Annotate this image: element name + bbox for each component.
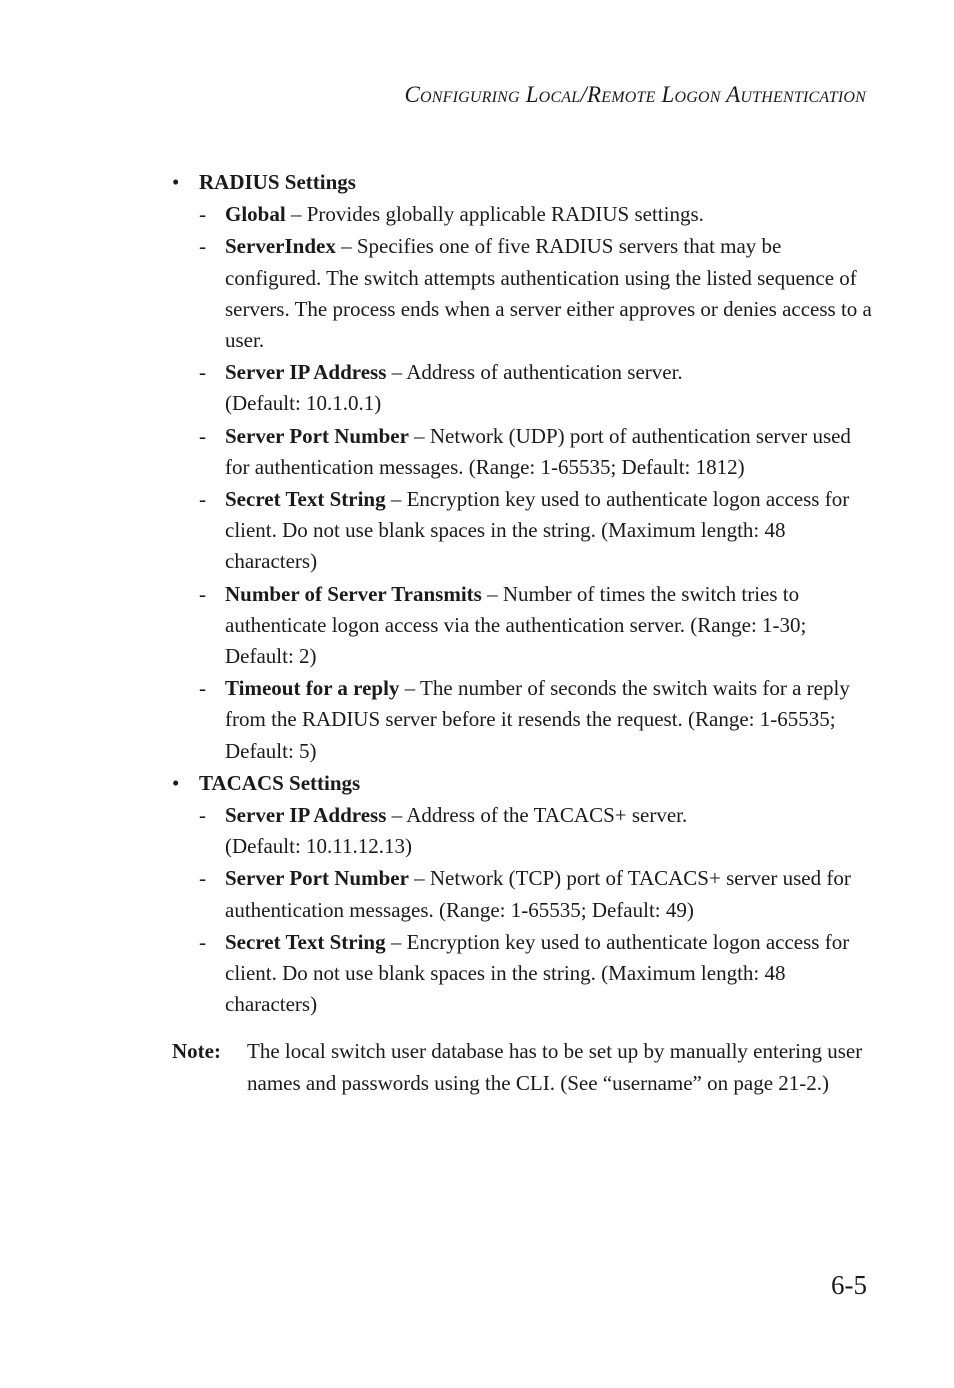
item-description: – Encryption key used to authenticate logon access for client. Do not use blank spaces in the string. (Maximum length: 48 characters) — [225, 487, 850, 574]
item-description: – Address of the TACACS+ server. — [386, 803, 688, 828]
list-item — [172, 800, 872, 862]
page-content — [172, 166, 872, 1099]
dash-marker: - — [199, 202, 206, 227]
running-header: Configuring Local/Remote Logon Authentication — [404, 82, 866, 107]
item-description: – Encryption key used to authenticate logon access for client. Do not use blank spaces in the string. (Maximum length: 48 characters) — [225, 929, 850, 1017]
list-item — [172, 484, 872, 578]
page-number: 6-5 — [831, 1270, 867, 1300]
item-term: Server Port Number — [225, 423, 409, 448]
item-description: – The number of seconds the switch waits for a reply from the RADIUS server before it resends the request. (Range: 1-65535; Default: 5) — [225, 676, 850, 763]
item-term: Server IP Address — [225, 803, 387, 828]
item-term: Secret Text String — [225, 487, 386, 512]
list-item — [172, 199, 872, 230]
item-default: (Default: 10.11.12.13) — [225, 834, 413, 859]
section-heading-radius — [172, 167, 872, 198]
dash-marker: - — [199, 676, 206, 701]
list-item — [172, 421, 872, 483]
dash-marker: - — [199, 360, 206, 385]
list-item — [172, 579, 872, 673]
item-description: – Number of times the switch tries to authenticate logon access via the authentication server. (Range: 1-30; Default: 2) — [225, 581, 807, 669]
list-item — [172, 357, 872, 419]
dash-marker: - — [199, 487, 206, 512]
item-description: – Network (TCP) port of TACACS+ server used for authentication messages. (Range: 1-65535; Default: 49) — [225, 866, 851, 922]
bullet-icon: • — [172, 770, 180, 795]
item-term: Number of Server Transmits — [225, 581, 482, 606]
dash-marker: - — [199, 866, 206, 891]
item-term: Server Port Number — [225, 866, 409, 891]
note-label: Note: — [172, 1039, 221, 1064]
item-default: (Default: 10.1.0.1) — [225, 391, 382, 416]
list-item — [172, 927, 872, 1021]
item-term: Timeout for a reply — [225, 676, 400, 701]
dash-marker: - — [199, 581, 206, 606]
list-item — [172, 231, 872, 356]
item-term: ServerIndex — [225, 234, 336, 259]
item-description: – Address of authentication server. — [386, 360, 683, 385]
item-description: – Provides globally applicable RADIUS settings. — [285, 202, 704, 227]
item-description: – Specifies one of five RADIUS servers that may be configured. The switch attempts authentication using the listed sequence of servers. The process ends when a server either approves or denies access to a user. — [225, 234, 872, 353]
section-heading-tacacs — [172, 768, 872, 799]
item-description: – Network (UDP) port of authentication server used for authentication messages. (Range: 1-65535; Default: 1812) — [225, 423, 851, 479]
dash-marker: - — [199, 423, 206, 448]
list-item — [172, 673, 872, 767]
dash-marker: - — [199, 929, 206, 954]
list-item — [172, 863, 872, 925]
bullet-icon: • — [172, 170, 180, 194]
item-term: Secret Text String — [225, 929, 386, 954]
note-text: The local switch user database has to be set up by manually entering user names and passwords using the CLI. (See “username” on page 21-2.) — [247, 1039, 863, 1095]
dash-marker: - — [199, 803, 206, 828]
section-title: RADIUS Settings — [199, 170, 356, 194]
dash-marker: - — [199, 234, 206, 259]
item-term: Global — [225, 202, 286, 227]
note-block — [172, 1036, 872, 1098]
item-term: Server IP Address — [225, 360, 387, 385]
section-title: TACACS Settings — [199, 770, 361, 795]
